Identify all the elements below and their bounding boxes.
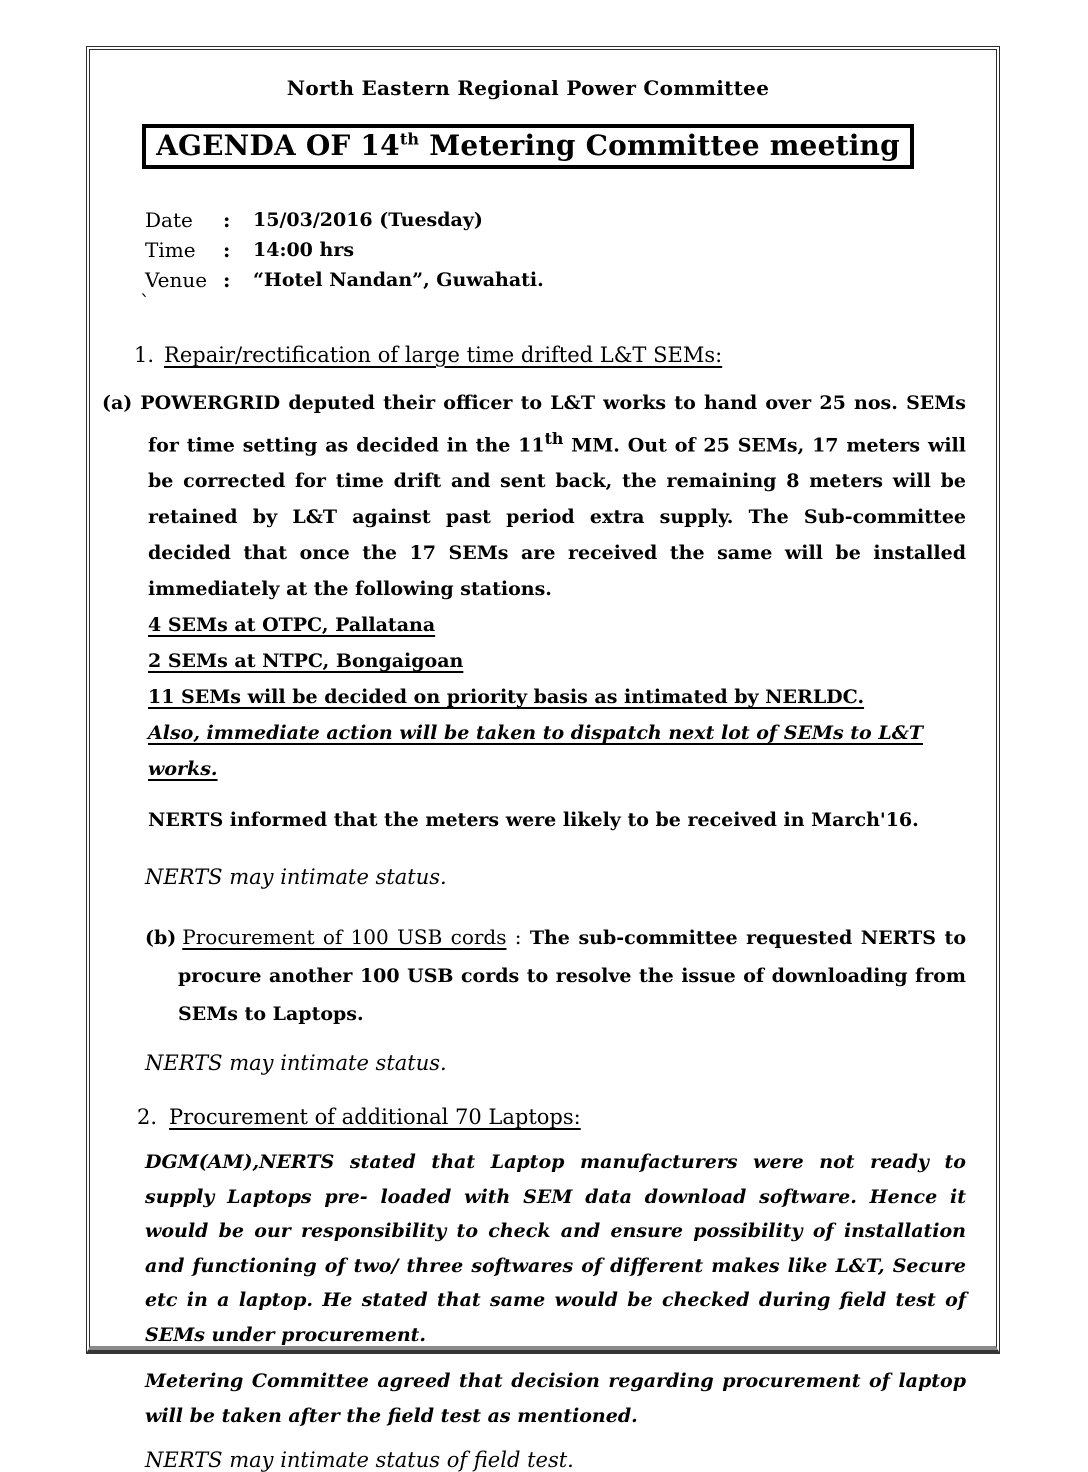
station-line-otpc [148, 607, 966, 643]
document-header: North Eastern Regional Power Committee [286, 76, 770, 100]
item-label-b: (b) [145, 927, 177, 950]
paragraph-1a-ordinal: th [544, 429, 564, 448]
station-list [148, 607, 966, 715]
agenda-title-ordinal: th [399, 129, 420, 149]
paragraph-1b-separator: : [506, 925, 530, 950]
paragraph-1b-heading: Procurement of 100 USB cords [182, 925, 507, 950]
agenda-title-box [142, 124, 914, 169]
title-box-wrap [90, 124, 966, 169]
time-separator: : [223, 238, 231, 262]
station-line-nerldc [148, 679, 966, 715]
paragraph-1a-text-post: MM. Out of 25 SEMs, 17 meters will be corrected for time drift and sent back, the remaining 8 meters will be retained by L&T against past period extra supply. The Sub-committee decided that once the 17 SEMs are received the same will be installed immediately at the following stations. [148, 434, 966, 601]
page-border-frame [86, 46, 1000, 1472]
station-line-ntpc-text: 2 SEMs at NTPC, Bongaigoan [148, 650, 464, 673]
stray-backtick-mark: ` [140, 290, 150, 314]
venue-label: Venue [145, 268, 208, 292]
page-content [90, 76, 996, 1472]
section-1-title: Repair/rectification of large time drifted L&T SEMs: [164, 343, 723, 367]
item-label-a: (a) [102, 392, 133, 414]
paragraph-1a [102, 385, 966, 607]
meta-row-time [145, 235, 966, 265]
meta-row-date [145, 205, 966, 235]
venue-separator: : [223, 268, 231, 292]
paragraph-1b-body: The sub-committee requested NERTS to procure another 100 USB cords to resolve the issue of downloading from SEMs to Laptops. [178, 927, 966, 1026]
status-line-2: NERTS may intimate status of field test. [145, 1448, 574, 1472]
meeting-meta [145, 205, 966, 295]
time-value: 14:00 hrs [253, 239, 355, 261]
section-2-title: Procurement of additional 70 Laptops: [169, 1105, 581, 1130]
station-line-otpc-text: 4 SEMs at OTPC, Pallatana [148, 614, 436, 637]
paragraph-1b [145, 919, 966, 1033]
date-label: Date [145, 208, 193, 232]
agenda-title-pre: AGENDA OF 14 [156, 129, 400, 162]
venue-value: “Hotel Nandan”, Guwahati. [253, 269, 544, 291]
section-2-number: 2. [137, 1105, 158, 1130]
section-2-heading [137, 1105, 966, 1129]
dispatch-action-text: Also, immediate action will be taken to dispatch next lot of SEMs to L&T works. [148, 722, 923, 781]
paragraph-2-committee: Metering Committee agreed that decision regarding procurement of laptop will be taken after the field test as mentioned. [145, 1370, 966, 1428]
status-line-1a: NERTS may intimate status. [145, 865, 447, 890]
date-value: 15/03/2016 (Tuesday) [253, 209, 483, 231]
paragraph-2-dgm: DGM(AM),NERTS stated that Laptop manufacturers were not ready to supply Laptops pre- loaded with SEM data download software. Hence it would be our responsibility to check and ensure possibility of installation and functioning of two/ three softwares of different makes like L&T, Secure etc in a laptop. He stated that same would be checked during field test of SEMs under procurement. [145, 1151, 966, 1346]
date-separator: : [223, 208, 231, 232]
status-line-1b: NERTS may intimate status. [145, 1051, 447, 1076]
agenda-title-post: Metering Committee meeting [419, 129, 900, 162]
section-1-number: 1. [134, 343, 155, 367]
nerts-informed-note: NERTS informed that the meters were likely to be received in March'16. [148, 809, 919, 832]
meta-row-venue [145, 265, 966, 295]
section-1-heading [134, 343, 966, 367]
time-label: Time [145, 238, 196, 262]
paragraph-1a-text-pre: POWERGRID deputed their officer to L&T works to hand over 25 nos. SEMs for time setting as decided in the 11 [140, 392, 966, 457]
station-line-ntpc [148, 643, 966, 679]
station-line-nerldc-text: 11 SEMs will be decided on priority basis as intimated by NERLDC. [148, 686, 865, 709]
dispatch-action-line [148, 715, 966, 787]
